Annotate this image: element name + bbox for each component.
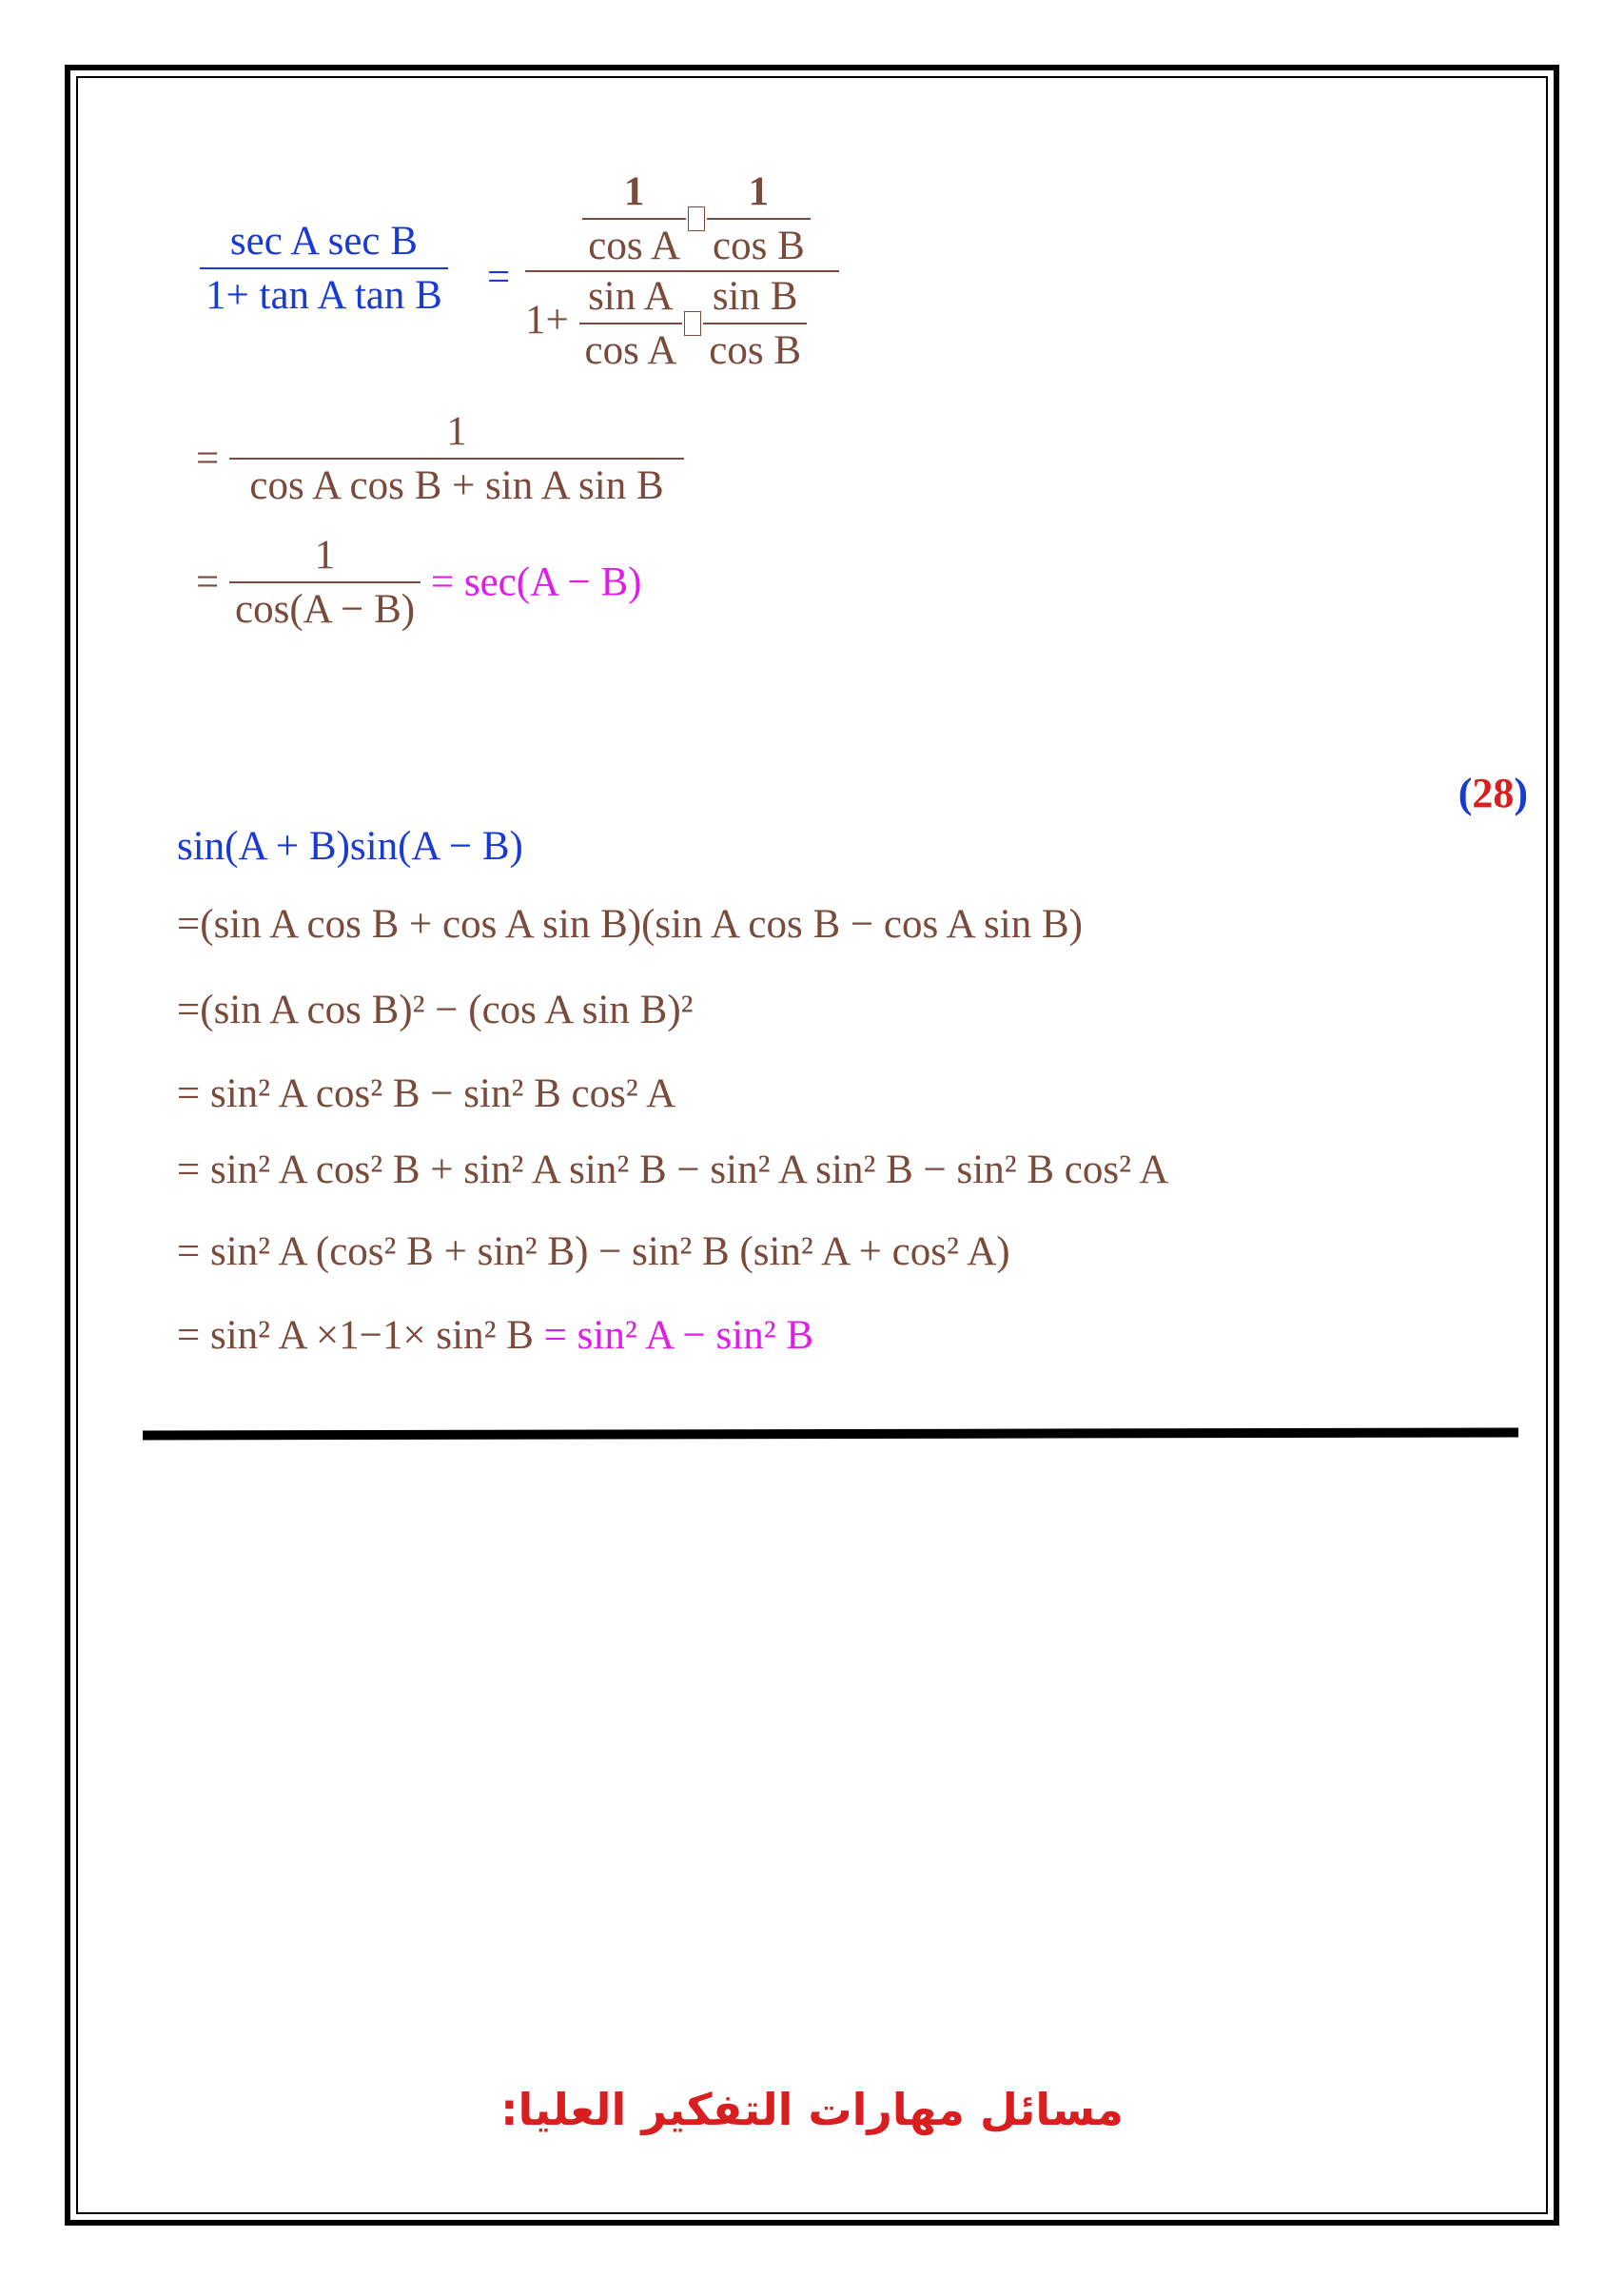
final-result: = sin² A − sin² B bbox=[543, 1313, 814, 1358]
equation-rhs-compound-fraction bbox=[525, 171, 839, 371]
one-plus: 1+ bbox=[525, 297, 569, 343]
missing-glyph-box bbox=[688, 206, 705, 231]
problem-number-value: 28 bbox=[1472, 770, 1515, 816]
rhs-numerator bbox=[525, 171, 839, 272]
page-border-inner bbox=[76, 76, 1548, 2214]
rhs-sin-b: sin B bbox=[703, 276, 807, 324]
step3-result: = sec(A − B) bbox=[430, 559, 642, 605]
proof-line-7 bbox=[177, 1315, 813, 1356]
equation-lhs-fraction bbox=[200, 221, 448, 316]
rhs-num-a: 1 bbox=[582, 171, 686, 220]
lhs-numerator: sec A sec B bbox=[200, 221, 448, 269]
proof-line-3: =(sin A cos B)² − (cos A sin B)² bbox=[177, 988, 694, 1032]
rhs-sin-a: sin A bbox=[579, 276, 683, 324]
lhs-denominator: 1+ tan A tan B bbox=[205, 273, 442, 318]
section-heading-higher-order-thinking: مسائل مهارات التفكير العليا: bbox=[500, 2084, 1124, 2135]
step3-numerator: 1 bbox=[229, 535, 421, 583]
rhs-num-b: 1 bbox=[707, 171, 811, 220]
rhs-cos-b: cos B bbox=[709, 328, 802, 373]
equation-step-3: = $\frac{1}{\cos(A - B)}$ = sec(A − B) bbox=[196, 533, 642, 632]
proof-line-7-text: = sin² A ×1−1× sin² B bbox=[177, 1313, 534, 1358]
step2-denominator: cos A cos B + sin A sin B bbox=[249, 463, 664, 508]
rhs-den-a: cos A bbox=[588, 224, 680, 268]
rhs-cos-a: cos A bbox=[584, 328, 677, 373]
rhs-den-b: cos B bbox=[713, 224, 805, 268]
missing-glyph-box bbox=[684, 311, 701, 336]
step2-numerator: 1 bbox=[229, 411, 684, 460]
proof-line-5: = sin² A cos² B + sin² A sin² B − sin² A sin² B − sin² B cos² A bbox=[177, 1148, 1169, 1192]
equals-sign: = bbox=[487, 255, 511, 300]
proof-line-6: = sin² A (cos² B + sin² B) − sin² B (sin² A + cos² A) bbox=[177, 1229, 1010, 1274]
equation-step-2: = $\frac{1}{\text{cos A cos B + sin A sin B}}$ bbox=[196, 411, 684, 506]
problem-number: (28) bbox=[1458, 770, 1528, 816]
proof-line-1: sin(A + B)sin(A − B) bbox=[177, 824, 523, 869]
proof-line-4: = sin² A cos² B − sin² B cos² A bbox=[177, 1071, 676, 1116]
rhs-denominator bbox=[525, 272, 839, 371]
proof-line-2: =(sin A cos B + cos A sin B)(sin A cos B − cos A sin B) bbox=[177, 902, 1083, 947]
step3-denominator: cos(A − B) bbox=[235, 587, 416, 632]
